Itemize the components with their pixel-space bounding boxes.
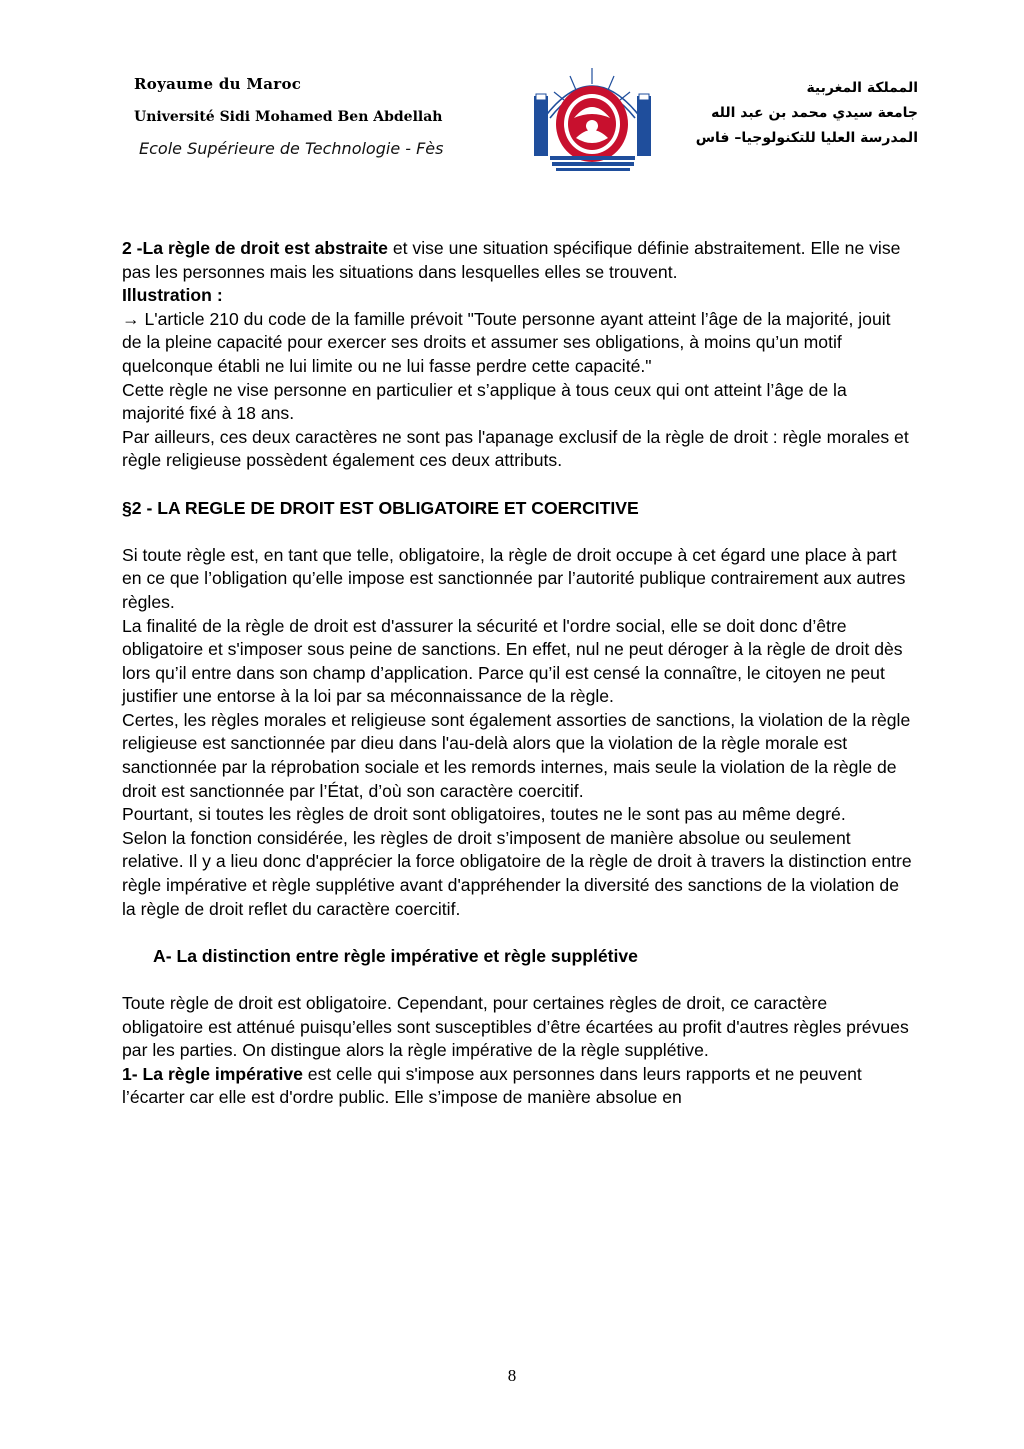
paragraph-function: Selon la fonction considérée, les règles de droit s’imposent de manière absolue ou seulement relative. Il y a lieu donc d'apprécier la force obligatoire de la règle de droit à travers la distinction entre règle impérative et règle supplétive avant d'appréhender la diversité des sanctions de la violation de la règle de droit reflet du caractère coercitif.: [122, 827, 912, 919]
paragraph-imperative-rule: [122, 1063, 912, 1110]
paragraph-majority-age: Cette règle ne vise personne en particulier et s’applique à tous ceux qui ont atteint l’âge de la majorité fixé à 18 ans.: [122, 379, 847, 424]
header-school-fr: Ecole Supérieure de Technologie - Fès: [139, 139, 444, 158]
paragraph-sanctions: Certes, les règles morales et religieuse sont également assorties de sanctions, la violation de la règle religieuse est sanctionnée par dieu dans l'au-delà alors que la violation de la règle morale est sanctionnée par la réprobation sociale et les remords internes, mais seule la violation de la règle de droit est sanctionnée par l’État, d’où son caractère coercitif.: [122, 709, 911, 801]
page-number: 8: [507, 1366, 517, 1385]
document-body: [122, 237, 912, 1110]
header-right-block: [658, 76, 918, 151]
paragraph-article-210: → L'article 210 du code de la famille prévoit "Toute personne ayant atteint l’âge de la majorité, jouit de la pleine capacité pour exercer ses droits et assumer ses obligations, à moins qu’un motif quelconque établi ne lui limite ou ne lui fasse perdre cette capacité.": [122, 308, 891, 376]
header-school-ar: المدرسة العليا للتكنولوجيا– فاس: [695, 130, 918, 146]
illustration-label: Illustration :: [122, 285, 223, 306]
paragraph-mandatory: Toute règle de droit est obligatoire. Cependant, pour certaines règles de droit, ce caractère obligatoire est atténué puisqu’elles sont susceptibles d’être écartées au profit d'autres règles prévues par les parties. On distingue alors la règle impérative de la règle supplétive.: [122, 993, 909, 1061]
abstract-rule-title: 2 -La règle de droit est abstraite: [122, 238, 388, 258]
paragraph-other-rules: Par ailleurs, ces deux caractères ne sont pas l'apanage exclusif de la règle de droit : règle morales et règle religieuse possèdent également ces deux attributs.: [122, 426, 909, 471]
section-heading: §2 - LA REGLE DE DROIT EST OBLIGATOIRE ET COERCITIVE: [122, 497, 639, 518]
paragraph-obligation: Si toute règle est, en tant que telle, obligatoire, la règle de droit occupe à cet égard une place à part en ce que l’obligation qu’elle impose est sanctionnée par l’autorité publique contrairement aux autres règles.: [122, 544, 906, 612]
header-kingdom-ar: المملكة المغربية: [806, 80, 918, 96]
paragraph-degree: Pourtant, si toutes les règles de droit sont obligatoires, toutes ne le sont pas au même degré.: [122, 804, 846, 825]
abstract-rule-text: et vise une situation spécifique définie abstraitement. Elle ne vise pas les personnes mais les situations dans lesquelles elles se trouvent.: [122, 238, 901, 282]
header-university-fr: Université Sidi Mohamed Ben Abdellah: [134, 109, 443, 125]
header-kingdom-fr: Royaume du Maroc: [134, 75, 302, 93]
subsection-heading: A- La distinction entre règle impérative et règle supplétive: [153, 945, 638, 966]
paragraph-abstract-rule: [122, 237, 912, 284]
header-university-ar: جامعة سيدي محمد بن عبد الله: [711, 105, 918, 121]
imperative-rule-title: 1- La règle impérative: [122, 1063, 303, 1084]
header-left-block: [134, 75, 534, 158]
university-seal-icon: [530, 58, 655, 180]
imperative-rule-text: est celle qui s'impose aux personnes dans leurs rapports et ne peuvent l’écarter car elle est d'ordre public. Elle s’impose de manière absolue en: [122, 1063, 862, 1108]
paragraph-finality: La finalité de la règle de droit est d'assurer la sécurité et l'ordre social, elle se doit donc d’être obligatoire et s'imposer sous peine de sanctions. En effet, nul ne peut déroger à la règle de droit dès lors qu’il entre dans son champ d’application. Parce qu’il est censé la connaître, le citoyen ne peut justifier une entorse à la loi par sa méconnaissance de la règle.: [122, 615, 903, 707]
